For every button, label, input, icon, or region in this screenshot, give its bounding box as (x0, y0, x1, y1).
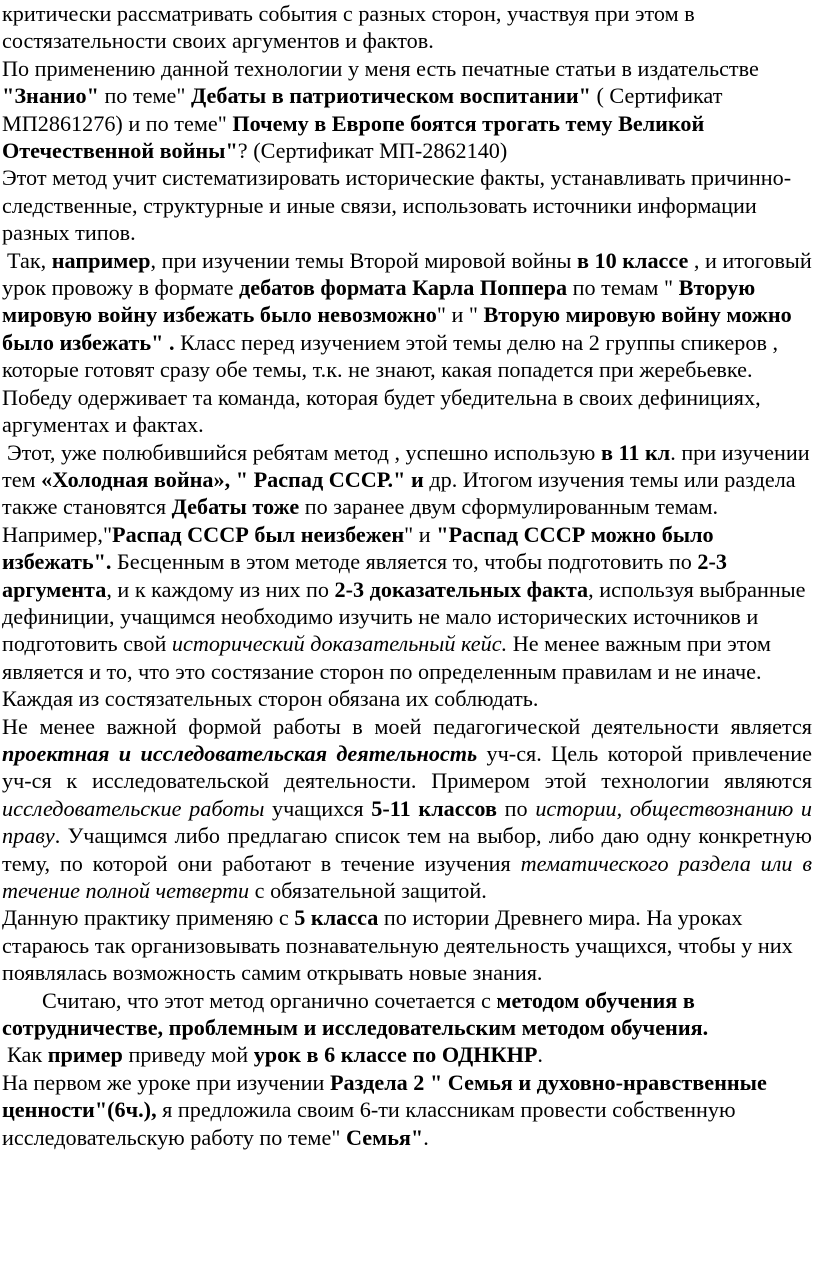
bold-run: в 10 классе (576, 247, 689, 273)
bold-run: 2-3 доказательных факта (334, 576, 589, 602)
text-run: Как (7, 1042, 48, 1068)
bold-run: например (51, 247, 151, 273)
bold-run: «Холодная война», " Распад СССР." и (41, 466, 424, 492)
text-run: " и (404, 521, 437, 547)
italic-run: исследовательские работы (2, 795, 265, 821)
bold-run: Вторую мировую войну можно было избежать" . (2, 302, 792, 355)
text-run: Не менее важной формой работы в моей педагогической деятельности является (2, 713, 812, 739)
text-run: по теме" (98, 83, 191, 109)
bold-run: урок в 6 классе по ОДНКНР (253, 1042, 538, 1068)
bold-run: "Знанио" (2, 83, 99, 109)
text-run: , при изучении темы Второй мировой войны (150, 247, 577, 273)
text-run: с обязательной защитой. (249, 878, 487, 903)
bold-run: Вторую мировую войну избежать было невозможно (2, 275, 756, 328)
text-run: Данную практику применяю с (2, 905, 295, 931)
text-run: уч-ся. Цель которой привлечение уч-ся к исследовательской деятельности. Примером этой технологии являются (2, 740, 812, 794)
bold-run: "Распад СССР можно было избежать". (2, 521, 714, 575)
text-run: по истории Древнего мира. На уроках стараюсь так организовывать познавательную деятельность учащихся, чтобы у них появлялась возможность самим открывать новые знания. (2, 905, 793, 986)
text-run: Класс перед изучением этой темы делю на 2 группы спикеров , которые готовят сразу обе темы, т.к. не знают, какая попадется при жеребьевке. Победу одерживает та команда, которая будет убедительна в своих дефинициях, аргументах и фактах. (2, 329, 779, 438)
text-run: я предложила своим 6-ти классникам провести собственную исследовательскую работу по теме" (2, 1097, 736, 1150)
bold-run: 5 класса (294, 905, 379, 931)
text-run: ( Сертификат МП2861276) и по теме" (2, 83, 723, 136)
bold-run: 2-3 аргумента (2, 549, 727, 602)
text-run: по темам " (567, 275, 679, 301)
paragraph-7 (2, 904, 812, 986)
bold-run: Почему в Европе боятся трогать тему Великой Отечественной войны" (2, 110, 705, 164)
paragraph-1 (2, 0, 812, 55)
italic-run: истории, обществознанию и праву (2, 795, 812, 849)
text-run: Этот, уже полюбившийся ребятам метод , успешно использую (7, 439, 601, 465)
bold-run: 5-11 классов (371, 795, 497, 821)
text-run: ? (Сертификат МП-2862140) (237, 138, 508, 164)
bold-italic-run: проектная и исследовательская деятельность (2, 740, 478, 766)
text-run: Не менее важным при этом является и то, что это состязание сторон по определенным правилам и не иначе. Каждая из состязательных сторон обязана их соблюдать. (2, 631, 771, 712)
bold-run: пример (47, 1042, 123, 1068)
text-run: , и итоговый урок провожу в формате (2, 247, 812, 301)
text-run: учащихся (264, 795, 372, 821)
bold-run: Раздела 2 " Семья и духовно-нравственные ценности"(6ч.), (2, 1069, 767, 1123)
paragraph-3 (2, 164, 812, 246)
italic-run: исторический доказательный кейс. (171, 631, 508, 657)
text-run: . (537, 1042, 543, 1068)
paragraph-2 (2, 55, 812, 165)
paragraph-9 (2, 1041, 812, 1068)
bold-run: Дебаты в патриотическом воспитании" (191, 83, 591, 109)
text-run: приведу мой (122, 1042, 254, 1068)
text-run: Так, (7, 247, 52, 273)
text-run: По применению данной технологии у меня есть печатные статьи в издательстве (2, 55, 759, 81)
paragraph-4 (2, 247, 812, 439)
text-run: . Учащимся либо предлагаю список тем на выбор, либо даю одну конкретную тему, по которой они работают в течение изучения (2, 823, 812, 876)
text-run: Этот метод учит систематизировать исторические факты, устанавливать причинно-следственные, структурные и иные связи, использовать источники информации разных типов. (2, 165, 792, 246)
text-run: . при изучении тем (2, 439, 810, 492)
text-run: Считаю, что этот метод органично сочетается с (42, 987, 497, 1013)
bold-run: Дебаты тоже (171, 494, 300, 520)
text-run: , используя выбранные дефиниции, учащимся необходимо изучить не мало исторических источников и подготовить свой (2, 576, 806, 657)
paragraph-5 (2, 439, 812, 713)
text-run: др. Итогом изучения темы или раздела также становятся (2, 466, 796, 520)
bold-run: в 11 кл (600, 439, 671, 465)
paragraph-6 (2, 713, 812, 905)
text-run: критически рассматривать события с разных сторон, участвуя при этом в состязательности своих аргументов и фактов. (2, 1, 695, 54)
text-run: по (496, 795, 536, 821)
text-run: На первом же уроке при изучении (2, 1069, 330, 1095)
bold-run: методом обучения в сотрудничестве, проблемным и исследовательским методом обучения. (2, 987, 709, 1041)
text-run: по заранее двум сформулированным темам. Например," (2, 494, 719, 547)
paragraph-10 (2, 1069, 812, 1151)
bold-run: Семья" (345, 1124, 424, 1150)
bold-run: Распад СССР был неизбежен (112, 521, 405, 547)
text-run: Бесценным в этом методе является то, чтобы подготовить по (111, 549, 698, 575)
text-run: " и " (436, 302, 484, 328)
bold-run: дебатов формата Карла Поппера (239, 275, 568, 301)
text-run: . (423, 1124, 429, 1150)
italic-run: тематического раздела или в течение полной четверти (2, 850, 812, 903)
text-run: , и к каждому из них по (106, 576, 335, 602)
paragraph-8 (2, 987, 812, 1042)
